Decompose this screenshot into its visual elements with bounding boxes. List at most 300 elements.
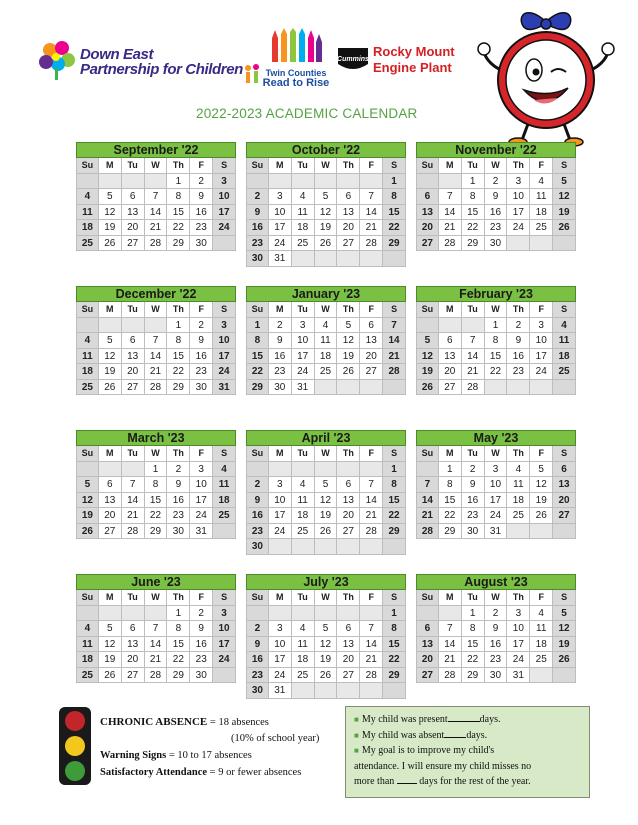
pledge-present-suffix: days.: [479, 714, 501, 725]
day-cell: 23: [246, 236, 269, 252]
day-cell: 28: [145, 380, 168, 396]
day-cell: 2: [190, 318, 213, 334]
weekday-header: Tu: [122, 446, 145, 462]
day-cell: 28: [383, 364, 406, 380]
weekday-header: Su: [246, 590, 269, 606]
day-cell: 6: [416, 189, 439, 205]
day-cell: 26: [315, 524, 338, 540]
weekday-header: Tu: [292, 590, 315, 606]
weekday-header: Th: [337, 302, 360, 318]
present-days-blank[interactable]: [448, 713, 480, 722]
day-cell: 5: [530, 462, 553, 478]
empty-day-cell: [360, 683, 383, 699]
month-name: June '23: [76, 574, 236, 590]
day-cell: 26: [99, 236, 122, 252]
weekday-header: M: [439, 446, 462, 462]
day-cell: 16: [507, 349, 530, 365]
day-cell: 5: [416, 333, 439, 349]
day-cell: 2: [507, 318, 530, 334]
day-cell: 21: [439, 652, 462, 668]
weekday-header: Th: [507, 158, 530, 174]
weekday-header: M: [99, 302, 122, 318]
weekday-header: F: [530, 446, 553, 462]
day-cell: 5: [315, 477, 338, 493]
pledge-final-line: [354, 774, 581, 790]
day-cell: 31: [485, 524, 508, 540]
day-cell: 14: [439, 637, 462, 653]
day-cell: 21: [439, 220, 462, 236]
day-cell: 12: [553, 189, 576, 205]
empty-day-cell: [246, 606, 269, 622]
day-cell: 24: [292, 364, 315, 380]
day-cell: 1: [383, 606, 406, 622]
chronic-absence-row: [100, 716, 269, 728]
day-cell: 5: [99, 621, 122, 637]
day-cell: 30: [246, 539, 269, 555]
day-cell: 23: [462, 508, 485, 524]
dep-name-line1: Down East: [80, 46, 154, 63]
day-cell: 14: [360, 637, 383, 653]
weekday-header: Tu: [122, 158, 145, 174]
weekday-header: S: [213, 158, 236, 174]
day-cell: 15: [167, 349, 190, 365]
day-cell: 25: [76, 380, 99, 396]
day-cell: 26: [416, 380, 439, 396]
day-cell: 8: [383, 189, 406, 205]
empty-day-cell: [553, 668, 576, 684]
pledge-absent-line: [354, 728, 581, 744]
day-cell: 15: [246, 349, 269, 365]
empty-day-cell: [315, 174, 338, 190]
day-cell: 7: [439, 189, 462, 205]
day-cell: 6: [122, 621, 145, 637]
weekday-header: Tu: [122, 590, 145, 606]
day-cell: 19: [416, 364, 439, 380]
empty-day-cell: [315, 251, 338, 267]
day-cell: 12: [315, 493, 338, 509]
cummins-badge-text: Cummins: [337, 56, 369, 63]
day-cell: 12: [315, 637, 338, 653]
day-cell: 29: [383, 668, 406, 684]
empty-day-cell: [337, 683, 360, 699]
max-missed-days-blank[interactable]: [397, 775, 417, 784]
day-cell: 5: [99, 333, 122, 349]
day-cell: 23: [190, 364, 213, 380]
day-cell: 1: [485, 318, 508, 334]
day-cell: 1: [383, 462, 406, 478]
day-cell: 24: [269, 236, 292, 252]
day-cell: 28: [416, 524, 439, 540]
day-cell: 31: [507, 668, 530, 684]
month-calendar: [246, 142, 406, 267]
day-cell: 29: [167, 236, 190, 252]
day-cell: 1: [246, 318, 269, 334]
day-cell: 20: [337, 220, 360, 236]
empty-day-cell: [360, 462, 383, 478]
empty-day-cell: [360, 174, 383, 190]
empty-day-cell: [462, 318, 485, 334]
day-cell: 16: [485, 205, 508, 221]
day-cell: 16: [190, 637, 213, 653]
pledge-absent-suffix: days.: [466, 729, 488, 741]
day-cell: 1: [167, 606, 190, 622]
empty-day-cell: [76, 606, 99, 622]
satisfactory-attendance-row: [100, 767, 301, 778]
weekday-header: S: [383, 302, 406, 318]
weekday-header: Su: [76, 590, 99, 606]
day-cell: 24: [213, 652, 236, 668]
day-cell: 18: [530, 637, 553, 653]
weekday-header: F: [190, 446, 213, 462]
empty-day-cell: [292, 539, 315, 555]
month-calendar: [416, 574, 576, 683]
day-cell: 25: [530, 652, 553, 668]
weekday-header: Th: [507, 590, 530, 606]
pledge-absent-text: My child was absent: [361, 729, 445, 741]
empty-day-cell: [76, 462, 99, 478]
day-cell: 21: [416, 508, 439, 524]
day-cell: 3: [190, 462, 213, 478]
day-cell: 28: [360, 236, 383, 252]
day-cell: 15: [167, 205, 190, 221]
day-cell: 13: [337, 637, 360, 653]
day-cell: 22: [167, 220, 190, 236]
day-cell: 2: [246, 189, 269, 205]
chronic-absence-note: (10% of school year): [231, 733, 320, 744]
rocky-mount-engine-plant-logo: [336, 42, 466, 78]
day-cell: 3: [269, 621, 292, 637]
weekday-header: F: [360, 446, 383, 462]
day-cell: 11: [507, 477, 530, 493]
empty-day-cell: [122, 606, 145, 622]
day-cell: 18: [292, 652, 315, 668]
day-cell: 19: [337, 349, 360, 365]
empty-day-cell: [507, 524, 530, 540]
day-cell: 29: [462, 236, 485, 252]
weekday-header: M: [269, 590, 292, 606]
day-cell: 15: [167, 637, 190, 653]
day-cell: 6: [122, 333, 145, 349]
day-cell: 13: [416, 637, 439, 653]
day-cell: 23: [246, 668, 269, 684]
day-cell: 24: [190, 508, 213, 524]
weekday-header: Th: [167, 446, 190, 462]
day-cell: 19: [315, 220, 338, 236]
day-cell: 18: [507, 493, 530, 509]
day-cell: 18: [530, 205, 553, 221]
day-cell: 9: [190, 621, 213, 637]
day-cell: 27: [337, 236, 360, 252]
day-cell: 30: [190, 236, 213, 252]
day-cell: 10: [507, 189, 530, 205]
day-cell: 22: [462, 652, 485, 668]
day-cell: 28: [439, 236, 462, 252]
day-cell: 15: [383, 637, 406, 653]
day-cell: 19: [553, 205, 576, 221]
empty-day-cell: [485, 380, 508, 396]
day-cell: 12: [76, 493, 99, 509]
weekday-header: S: [213, 590, 236, 606]
day-cell: 2: [485, 174, 508, 190]
day-cell: 4: [553, 318, 576, 334]
day-cell: 25: [553, 364, 576, 380]
day-cell: 13: [337, 205, 360, 221]
day-cell: 27: [99, 524, 122, 540]
day-cell: 9: [246, 493, 269, 509]
empty-day-cell: [269, 539, 292, 555]
month-day-grid: [416, 446, 576, 539]
day-cell: 14: [360, 493, 383, 509]
day-cell: 20: [122, 364, 145, 380]
day-cell: 18: [553, 349, 576, 365]
pledge-present-line: [354, 712, 581, 728]
month-day-grid: [76, 590, 236, 683]
empty-day-cell: [315, 380, 338, 396]
empty-day-cell: [383, 683, 406, 699]
day-cell: 24: [507, 220, 530, 236]
weekday-header: Th: [507, 446, 530, 462]
day-cell: 30: [167, 524, 190, 540]
weekday-header: W: [145, 590, 168, 606]
day-cell: 14: [122, 493, 145, 509]
calendar-title: 2022-2023 ACADEMIC CALENDAR: [196, 106, 418, 121]
empty-day-cell: [122, 174, 145, 190]
day-cell: 8: [383, 477, 406, 493]
satisfactory-attendance-value: = 9 or fewer absences: [207, 767, 302, 778]
day-cell: 13: [360, 333, 383, 349]
month-name: April '23: [246, 430, 406, 446]
day-cell: 18: [76, 652, 99, 668]
day-cell: 12: [530, 477, 553, 493]
day-cell: 29: [145, 524, 168, 540]
day-cell: 26: [553, 220, 576, 236]
weekday-header: W: [485, 158, 508, 174]
day-cell: 25: [292, 524, 315, 540]
day-cell: 11: [76, 205, 99, 221]
day-cell: 24: [269, 668, 292, 684]
day-cell: 25: [530, 220, 553, 236]
day-cell: 17: [530, 349, 553, 365]
weekday-header: Su: [76, 302, 99, 318]
day-cell: 7: [360, 621, 383, 637]
day-cell: 24: [213, 220, 236, 236]
day-cell: 17: [269, 220, 292, 236]
empty-day-cell: [99, 462, 122, 478]
month-calendar: [416, 286, 576, 395]
day-cell: 9: [190, 189, 213, 205]
day-cell: 24: [530, 364, 553, 380]
day-cell: 18: [292, 220, 315, 236]
month-day-grid: [416, 590, 576, 683]
empty-day-cell: [315, 606, 338, 622]
weekday-header: S: [213, 446, 236, 462]
day-cell: 13: [122, 349, 145, 365]
day-cell: 17: [213, 205, 236, 221]
day-cell: 22: [462, 220, 485, 236]
satisfactory-attendance-label: Satisfactory Attendance: [100, 767, 208, 778]
warning-signs-value: = 10 to 17 absences: [166, 750, 252, 761]
weekday-header: W: [145, 446, 168, 462]
empty-day-cell: [99, 606, 122, 622]
day-cell: 7: [439, 621, 462, 637]
empty-day-cell: [337, 539, 360, 555]
empty-day-cell: [553, 524, 576, 540]
month-name: May '23: [416, 430, 576, 446]
day-cell: 6: [439, 333, 462, 349]
day-cell: 10: [190, 477, 213, 493]
day-cell: 4: [76, 621, 99, 637]
weekday-header: W: [145, 302, 168, 318]
day-cell: 26: [337, 364, 360, 380]
month-day-grid: [76, 446, 236, 539]
day-cell: 17: [269, 508, 292, 524]
empty-day-cell: [530, 380, 553, 396]
day-cell: 20: [416, 652, 439, 668]
day-cell: 4: [76, 333, 99, 349]
empty-day-cell: [439, 318, 462, 334]
day-cell: 6: [360, 318, 383, 334]
day-cell: 19: [99, 220, 122, 236]
day-cell: 22: [145, 508, 168, 524]
day-cell: 11: [76, 637, 99, 653]
month-calendar: [76, 286, 236, 395]
empty-day-cell: [553, 236, 576, 252]
empty-day-cell: [337, 462, 360, 478]
day-cell: 9: [485, 189, 508, 205]
day-cell: 20: [553, 493, 576, 509]
weekday-header: S: [213, 302, 236, 318]
day-cell: 14: [416, 493, 439, 509]
weekday-header: Su: [246, 446, 269, 462]
day-cell: 9: [462, 477, 485, 493]
day-cell: 28: [145, 668, 168, 684]
day-cell: 27: [122, 236, 145, 252]
month-calendar: [76, 574, 236, 683]
weekday-header: Su: [246, 158, 269, 174]
day-cell: 24: [485, 508, 508, 524]
day-cell: 16: [246, 508, 269, 524]
weekday-header: Su: [76, 158, 99, 174]
day-cell: 10: [292, 333, 315, 349]
day-cell: 3: [213, 606, 236, 622]
empty-day-cell: [213, 668, 236, 684]
month-day-grid: [76, 302, 236, 395]
empty-day-cell: [76, 174, 99, 190]
weekday-header: S: [383, 158, 406, 174]
day-cell: 6: [122, 189, 145, 205]
day-cell: 6: [337, 477, 360, 493]
day-cell: 22: [167, 364, 190, 380]
day-cell: 20: [416, 220, 439, 236]
rocky-mount-text: Rocky Mount: [373, 44, 455, 59]
weekday-header: Tu: [292, 302, 315, 318]
warning-signs-row: [100, 750, 252, 761]
month-calendar: [416, 430, 576, 539]
month-calendar: [246, 574, 406, 699]
empty-day-cell: [360, 380, 383, 396]
day-cell: 13: [99, 493, 122, 509]
cummins-badge-icon: [336, 44, 370, 74]
empty-day-cell: [315, 539, 338, 555]
day-cell: 20: [337, 508, 360, 524]
day-cell: 4: [315, 318, 338, 334]
day-cell: 4: [76, 189, 99, 205]
day-cell: 10: [269, 493, 292, 509]
weekday-header: Tu: [292, 446, 315, 462]
day-cell: 17: [507, 637, 530, 653]
empty-day-cell: [553, 380, 576, 396]
empty-day-cell: [360, 606, 383, 622]
day-cell: 23: [485, 220, 508, 236]
day-cell: 27: [360, 364, 383, 380]
empty-day-cell: [507, 236, 530, 252]
day-cell: 29: [439, 524, 462, 540]
day-cell: 15: [485, 349, 508, 365]
empty-day-cell: [383, 251, 406, 267]
warning-signs-label: Warning Signs: [100, 750, 167, 761]
day-cell: 19: [315, 652, 338, 668]
weekday-header: Th: [337, 158, 360, 174]
weekday-header: M: [439, 590, 462, 606]
empty-day-cell: [246, 462, 269, 478]
day-cell: 3: [292, 318, 315, 334]
weekday-header: Tu: [122, 302, 145, 318]
empty-day-cell: [99, 174, 122, 190]
empty-day-cell: [360, 251, 383, 267]
day-cell: 30: [246, 251, 269, 267]
day-cell: 21: [383, 349, 406, 365]
day-cell: 26: [553, 652, 576, 668]
day-cell: 27: [122, 668, 145, 684]
day-cell: 19: [99, 364, 122, 380]
day-cell: 30: [190, 380, 213, 396]
weekday-header: Su: [76, 446, 99, 462]
month-name: February '23: [416, 286, 576, 302]
chronic-absence-value: = 18 absences: [207, 717, 269, 728]
day-cell: 11: [292, 637, 315, 653]
parent-pledge-box: [345, 706, 590, 798]
weekday-header: M: [439, 158, 462, 174]
day-cell: 10: [269, 205, 292, 221]
day-cell: 7: [462, 333, 485, 349]
day-cell: 21: [145, 364, 168, 380]
month-day-grid: [246, 590, 406, 699]
day-cell: 25: [292, 668, 315, 684]
weekday-header: F: [530, 590, 553, 606]
empty-day-cell: [439, 174, 462, 190]
day-cell: 10: [485, 477, 508, 493]
empty-day-cell: [507, 380, 530, 396]
day-cell: 27: [337, 668, 360, 684]
month-name: September '22: [76, 142, 236, 158]
day-cell: 29: [383, 524, 406, 540]
day-cell: 6: [416, 621, 439, 637]
pledge-present-text: My child was present: [361, 714, 448, 725]
weekday-header: M: [269, 302, 292, 318]
day-cell: 8: [462, 189, 485, 205]
weekday-header: Su: [416, 590, 439, 606]
day-cell: 12: [315, 205, 338, 221]
day-cell: 31: [292, 380, 315, 396]
weekday-header: F: [360, 590, 383, 606]
absent-days-blank[interactable]: [444, 729, 466, 738]
month-day-grid: [246, 446, 406, 555]
weekday-header: Su: [416, 302, 439, 318]
empty-day-cell: [145, 318, 168, 334]
day-cell: 5: [315, 621, 338, 637]
day-cell: 11: [530, 189, 553, 205]
weekday-header: Th: [167, 590, 190, 606]
